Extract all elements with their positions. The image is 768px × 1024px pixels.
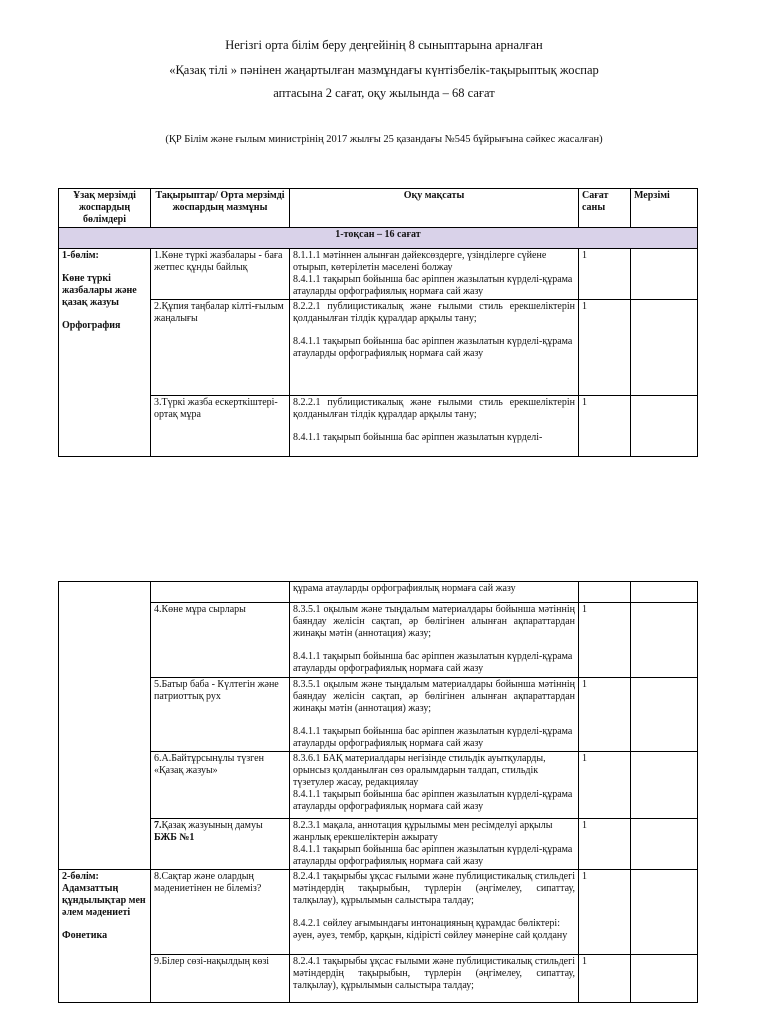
- table-row: [59, 819, 698, 870]
- table-row: [59, 249, 698, 300]
- date-cell: [631, 955, 698, 1003]
- col-header-objective: Оқу мақсаты: [290, 189, 579, 228]
- objective-text: 8.4.1.1 тақырып бойынша бас әріппен жазылатын күрделі-құрама атауларды орфографиялық нормаға сай жазу: [293, 336, 573, 359]
- table-row: [59, 752, 698, 819]
- hours-cell: 1: [579, 678, 631, 752]
- objective-text: 8.4.2.1 сөйлеу ағымындағы интонацияның құрамдас бөліктері: әуен, әуез, тембр, қарқын, кідірісті сөйлеу мәнеріне сай қолдану: [293, 918, 568, 941]
- hours-cell: 1: [579, 870, 631, 955]
- plan-table-part1: [58, 188, 698, 457]
- date-cell: [631, 603, 698, 678]
- objective-text: 8.2.4.1 тақырыбы ұқсас ғылыми және публицистикалық стильдегі мәтіндердің тақырыбын, түрлерін (әңгімелеу, сипаттау, талқылау), құрылымын салыстыра талдау;: [293, 871, 575, 906]
- topic-cell: 8.Сақтар және олардың мәдениетінен не білеміз?: [151, 870, 290, 955]
- doc-title-line2: «Қазақ тілі » пәнінен жаңартылған мазмұндағы күнтізбелік-тақырыптық жоспар: [169, 63, 599, 77]
- section2-cell: [59, 870, 151, 1003]
- hours-cell: 1: [579, 819, 631, 870]
- hours-cell: [579, 582, 631, 603]
- topic-cell: 5.Батыр баба - Күлтегін және патриоттық рух: [151, 678, 290, 752]
- date-cell: [631, 752, 698, 819]
- date-cell: [631, 870, 698, 955]
- date-cell: [631, 582, 698, 603]
- objective-continuation: құрама атауларды орфографиялық нормаға сай жазу: [290, 582, 579, 603]
- doc-title-line1: Негізгі орта білім беру деңгейінің 8 сыныптарына арналған: [225, 38, 543, 52]
- hours-cell: 1: [579, 752, 631, 819]
- objective-text: 8.4.1.1 тақырып бойынша бас әріппен жазылатын күрделі-құрама атауларды орфографиялық нормаға сай жазу: [293, 789, 573, 812]
- objective-text: 8.2.2.1 публицистикалық және ғылыми стиль ерекшеліктерін қолданылған тілдік құралдар арқылы тану;: [293, 397, 575, 420]
- topic-cell: [151, 819, 290, 870]
- table-row: [59, 870, 698, 955]
- section2-name: 2-бөлім: Адамзаттың құндылықтар мен әлем мәдениеті: [62, 871, 146, 918]
- objective-cell: [290, 603, 579, 678]
- quarter-row: [59, 228, 698, 249]
- section2-sub: Фонетика: [62, 930, 108, 941]
- section1-name: 1-бөлім:: [62, 250, 99, 261]
- objective-text: 8.4.1.1 тақырып бойынша бас әріппен жазылатын күрделі-: [293, 432, 543, 443]
- topic-cell: 4.Көне мұра сырлары: [151, 603, 290, 678]
- section1-title: Көне түркі жазбалары және қазақ жазуы: [62, 273, 137, 308]
- hours-cell: 1: [579, 300, 631, 396]
- objective-cell: [290, 249, 579, 300]
- date-cell: [631, 819, 698, 870]
- section1-cell: [59, 249, 151, 457]
- col-header-topic: Тақырыптар/ Орта мерзімді жоспардың мазмұны: [151, 189, 290, 228]
- topic-cell: 6.А.Байтұрсынұлы түзген «Қазақ жазуы»: [151, 752, 290, 819]
- hours-cell: 1: [579, 249, 631, 300]
- objective-text: 8.4.1.1 тақырып бойынша бас әріппен жазылатын күрделі-құрама атауларды орфографиялық нормаға сай жазу: [293, 726, 573, 749]
- section-empty-cell: [59, 582, 151, 870]
- topic-cell: 2.Құпия таңбалар кілті-ғылым жаңалығы: [151, 300, 290, 396]
- table-row: [59, 300, 698, 396]
- col-header-hours: Сағат саны: [579, 189, 631, 228]
- topic-text: Қазақ жазуының дамуы: [161, 820, 263, 831]
- objective-text: 8.1.1.1 мәтіннен алынған дәйексөздерге, үзінділерге сүйене отырып, көтерілетін мәселені болжау: [293, 250, 547, 273]
- objective-cell: [290, 678, 579, 752]
- hours-cell: 1: [579, 603, 631, 678]
- topic-cell: 9.Білер сөзі-нақылдың көзі: [151, 955, 290, 1003]
- table-row: [59, 396, 698, 457]
- table-row: [59, 678, 698, 752]
- objective-cell: [290, 955, 579, 1003]
- objective-text: 8.4.1.1 тақырып бойынша бас әріппен жазылатын күрделі-құрама атауларды орфографиялық нормаға сай жазу: [293, 274, 573, 297]
- col-header-section: Ұзақ мерзімді жоспардың бөлімдері: [59, 189, 151, 228]
- objective-cell: [290, 752, 579, 819]
- date-cell: [631, 300, 698, 396]
- topic-number: 7.: [154, 820, 162, 831]
- hours-cell: 1: [579, 396, 631, 457]
- objective-text: 8.2.2.1 публицистикалық және ғылыми стиль ерекшеліктерін қолданылған тілдік құралдар арқылы тану;: [293, 301, 575, 324]
- table-row: [59, 955, 698, 1003]
- doc-order-note: (ҚР Білім және ғылым министрінің 2017 жылғы 25 қазандағы №545 бұйрығына сәйкес жасалған): [165, 134, 603, 145]
- hours-cell: 1: [579, 955, 631, 1003]
- objective-text: 8.4.1.1 тақырып бойынша бас әріппен жазылатын күрделі-құрама атауларды орфографиялық нормаға сай жазу: [293, 844, 573, 867]
- objective-text: 8.3.5.1 оқылым және тыңдалым материалдары бойынша мәтіннің баяндау желісін сақтап, әр бөлігінен алынған ақпараттардан жинақы мәтін (аннотация) жазу;: [293, 604, 575, 639]
- objective-text: 8.2.3.1 мақала, аннотация құрылымы мен ресімделуі арқылы жанрлық ерекшеліктерін ажырату: [293, 820, 553, 843]
- quarter-label: 1-тоқсан – 16 сағат: [59, 228, 698, 249]
- date-cell: [631, 678, 698, 752]
- plan-table-part2: [58, 581, 698, 1003]
- date-cell: [631, 396, 698, 457]
- objective-text: 8.4.1.1 тақырып бойынша бас әріппен жазылатын күрделі-құрама атауларды орфографиялық нормаға сай жазу: [293, 651, 573, 674]
- doc-title-line3: аптасына 2 сағат, оқу жылында – 68 сағат: [273, 86, 495, 100]
- objective-cell: [290, 870, 579, 955]
- objective-cell: [290, 819, 579, 870]
- objective-text: 8.2.4.1 тақырыбы ұқсас ғылыми және публицистикалық стильдегі мәтіндердің тақырыбын, түрлерін (әңгімелеу, сипаттау, талқылау), құрылымын салыстыра талдау;: [293, 956, 575, 991]
- topic-cell: 1.Көне түркі жазбалары - баға жетпес құнды байлық: [151, 249, 290, 300]
- table-header-row: [59, 189, 698, 228]
- assessment-label: БЖБ №1: [154, 832, 195, 843]
- objective-cell: [290, 396, 579, 457]
- section1-sub: Орфография: [62, 320, 121, 331]
- date-cell: [631, 249, 698, 300]
- topic-cell: 3.Түркі жазба ескерткіштері-ортақ мұра: [151, 396, 290, 457]
- table-row: [59, 582, 698, 603]
- objective-cell: [290, 300, 579, 396]
- topic-cell: [151, 582, 290, 603]
- col-header-date: Мерзімі: [631, 189, 698, 228]
- objective-text: 8.3.6.1 БАҚ материалдары негізінде стильдік ауытқуларды, орынсыз қолданылған сөз оралымдарын талдап, стильдік түзетулер жасау, редакциялау: [293, 753, 546, 788]
- objective-text: 8.3.5.1 оқылым және тыңдалым материалдары бойынша мәтіннің баяндау желісін сақтап, әр бөлігінен алынған ақпараттардан жинақы мәтін (аннотация) жазу;: [293, 679, 575, 714]
- table-row: [59, 603, 698, 678]
